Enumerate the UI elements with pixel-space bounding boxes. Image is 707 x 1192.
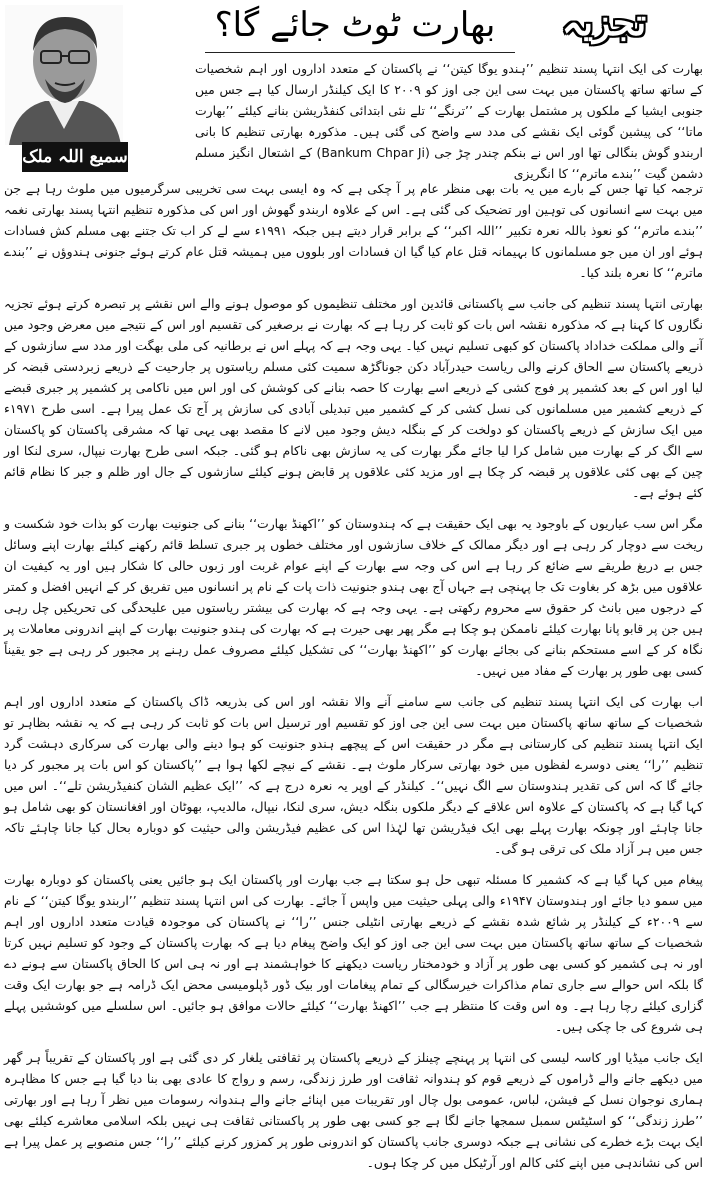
author-name-plate: سمیع اللہ ملک [22, 142, 128, 172]
paragraph-6: ایک جانب میڈیا اور کاسہ لیسی کی انتہا پر پہنچے چینلز کے ذریعے پاکستان پر ثقافتی یلغار کر دی گئی ہے اور پاکستان کے تقریباً ہر گھر میں دیکھے جانے والے ڈراموں کے ذریعے قوم کو ہندوانہ ثقافت اور طرز زندگی، رسم و رواج کا عادی بھی بنا دیا گیا ہے جس کا مظاہرہ ہماری نوجوان نسل کے فیشن، لباس، عمومی بول چال اور تقریبات میں اپنائے جانے والے ہندوانہ رسومات میں نظر آ رہا ہے اور بھارتی ’’طرز زندگی‘‘ کو اسٹیٹس سمبل سمجھا جانے لگا ہے جو کسی بھی طور پر پاکستانی ثقافت ہی نہیں بلکہ اسلامی معاشرے کیلئے بھی ایک بہت بڑے خطرے کی نشانی ہے جبکہ دوسری جانب پاکستان کو اندرونی طور پر کمزور کرنے کیلئے ’’را‘‘ جس منصوبے پر عمل پیرا ہے اس کی نشاندہی میں اپنے کئی کالم اور آرٹیکل میں کر چکا ہوں۔ [4, 1050, 703, 1170]
lede-paragraph: بھارت کی ایک انتہا پسند تنظیم ’’ہندو یوگا کیتن‘‘ نے پاکستان کے متعدد اداروں اور اہم شخصیات کے ساتھ ساتھ پاکستان میں بہت سی این جی اوز کو ۲۰۰۹ کا ایک کیلنڈر ارسال کیا ہے جس میں جنوبی ایشیا کے ملکوں پر مشتمل بھارت کے ’’ترنگے‘‘ تلے نئی ابتدائی کنفڈریشن بنانے کیلئے ’’بھارت ماتا‘‘ کی پیشین گوئی ایک نقشے کی مدد سے واضح کی گئی ہیں۔ مذکورہ بھارتی تنظیم کا بانی اربندو گوش بنگالی تھا اور اس نے بنکم چندر چڑ جی (Bankum Chpar Ji) کے اشتعال انگیز مسلم دشمن گیت ’’بندے ماترم‘‘ کا انگریزی [195, 61, 703, 181]
headline: بھارت ٹوٹ جائے گا؟ [214, 5, 496, 45]
section-brand: تجزیہ [561, 2, 647, 44]
article-header [0, 0, 707, 181]
headline-rule [205, 52, 515, 53]
paragraph-2: بھارتی انتہا پسند تنظیم کی جانب سے پاکستانی قائدین اور مختلف تنظیموں کو موصول ہونے والے اس نقشے پر تبصرہ کرتے ہوئے تجزیہ نگاروں کا کہنا ہے کہ مذکورہ نقشہ اس بات کو ثابت کر رہا ہے کہ بھارت نے برصغیر کی تقسیم اور اس کے نتیجے میں معرض وجود میں آنے والی مملکت خداداد پاکستان کو کبھی تسلیم نہیں کیا۔ یہی وجہ ہے کہ پہلے اس نے برطانیہ کی ملی بھگت اور مدد سے سازشوں کے ذریعے پاکستان سے الحاق کرنے والی ریاست حیدرآباد دکن جوناگڑھ سمیت کئی مسلم ریاستوں پر جارحیت کے ذریعے زبردستی قبضہ کر لیا اور اس کے بعد کشمیر پر فوج کشی کے ذریعے اسے بھارت کا حصہ بنانے کی کوشش کی اور اس میں ناکامی پر کشمیر پر جبری قبضے کے ذریعے کشمیر میں مسلمانوں کی نسل کشی کر کے کشمیر میں تبدیلی آبادی کی سازش پر آج تک عمل پیرا ہے۔ اسی طرح ۱۹۷۱ء میں ایک سازش کے ذریعے پاکستان کو دولخت کر کے بنگلہ دیش وجود میں لانے کا مقصد بھی یہی تھا کہ مشرقی پاکستان کو پاکستان سے الگ کر کے بھارت میں شامل کرا لیا جائے مگر بھارت کی یہ سازش بھی ناکام ہو گئی۔ جبکہ اسی طرح بھارت نیپال، سری لنکا اور چین کے بھی کئی علاقوں پر قبضہ کر چکا ہے اور مزید کئی علاقوں پر قابض ہونے کیلئے سازشوں کے جال اور ظلم و جبر کا نظام قائم کئے ہوئے ہے۔ [4, 296, 703, 500]
paragraph-3: مگر اس سب عیاریوں کے باوجود یہ بھی ایک حقیقت ہے کہ ہندوستان کو ’’اکھنڈ بھارت‘‘ بنانے کی جنونیت بھارت کو بذات خود شکست و ریخت سے دوچار کر رہی ہے اور دیگر ممالک کے خلاف سازشوں اور مختلف خطوں پر جبری تسلط قائم رکھنے کیلئے بھارت اپنے وسائل جس بے دریغ طریقے سے ضائع کر رہا ہے اس کی وجہ سے بھارت کے اپنے عوام غربت اور زبوں حالی کا شکار ہیں اور یہ کیفیت ان علاقوں میں بڑھ کر بغاوت تک جا پہنچی ہے جہاں آج بھی ہندو جنونیت ذات پات کے نام پر انسانوں میں تفریق کر کے انہیں افضل و کمتر کے درجوں میں بانٹ کر حقوق سے محروم رکھتی ہے۔ یہی وجہ ہے کہ بھارت کی بیشتر ریاستوں میں علیحدگی کی تحریکیں چل رہی ہیں جن پر قابو پانا بھارت کیلئے ناممکن ہو چکا ہے مگر پھر بھی حیرت ہے کہ بھارت کی ہندو جنونیت بھارت کے اپنے اندرونی معاملات پر نگاہ کر کے اسے مستحکم بنانے کی بجائے بھارت کو ’’اکھنڈ بھارت‘‘ کی تشکیل کیلئے مصروف عمل رہنے پر مجبور کر رہی ہے جو یقیناً کسی بھی طور پر بھارت کے مفاد میں نہیں۔ [4, 516, 703, 678]
lede-block [195, 58, 703, 184]
paragraph-5: پیغام میں کہا گیا ہے کہ کشمیر کا مسئلہ تبھی حل ہو سکتا ہے جب بھارت اور پاکستان ایک ہو جائیں یعنی پاکستان کو دوبارہ بھارت میں سمو دیا جائے اور ہندوستان ۱۹۴۷ء والی پہلی حیثیت میں واپس آ جائے۔ بھارت کی اس انتہا پسند تنظیم ’’اربندو یوگا کیتن‘‘ کے نام سے ۲۰۰۹ء کے کیلنڈر پر شائع شدہ نقشے کے ذریعے بھارتی انٹیلی جنس ’’را‘‘ نے پاکستان کی موجودہ قیادت متعدد اداروں اور اہم شخصیات کے ساتھ ساتھ پاکستان میں بہت سی این جی اوز کو ایک واضح پیغام دیا ہے کہ بھارت پاکستان کے وجود کو تسلیم نہیں کرتا اور نہ ہی کشمیر کو کسی بھی طور پر آزاد و خودمختار ریاست دیکھنے کا خواہشمند ہے اور نہ ہی اس کا الحاق پاکستان سے ہونے دے گا بلکہ اس حوالے سے جاری تمام مذاکرات خیرسگالی کے تمام پیغامات اور بیک ڈور ڈپلومیسی محض ایک ڈرامہ ہے جو بھارت ایک وقت گزاری کیلئے رچا رہا ہے۔ وہ اس وقت کا منتظر ہے جب ’’اکھنڈ بھارت‘‘ کیلئے حالات موافق ہو جائیں۔ اس سلسلے میں کوششیں پہلے ہی شروع کی جا چکی ہیں۔ [4, 872, 703, 1034]
author-portrait-image [5, 5, 123, 145]
author-photo [5, 5, 123, 145]
article-body [4, 178, 703, 1183]
paragraph-1: ترجمہ کیا تھا جس کے بارے میں یہ بات بھی منظر عام پر آ چکی ہے کہ وہ ایسی بہت سی تخریبی سرگرمیوں میں ملوث رہا ہے جن میں بہت سے انسانوں کی توہین اور تضحیک کی گئی ہے۔ اس کے علاوہ اربندو گھوش اور اس کی مذکورہ تنظیم انتہا پسند بھارتی نغمہ ’’بندے ماترم‘‘ کو نعوذ باللہ نعرہ تکبیر ’’اللہ اکبر‘‘ کے برابر قرار دیتے ہیں جبکہ ۱۹۹۱ء سے لے کر اب تک جتنے بھی مسلم کش فسادات ہوئے اور ان میں جو مسلمانوں کا بہیمانہ قتل عام کیا گیا ان فسادات اور بلووں میں ہمیشہ قتل عام کرتے ہوئے جنونی ہندوؤں نے ’’بندے ماترم‘‘ کا نعرہ بلند کیا۔ [4, 181, 703, 280]
paragraph-4: اب بھارت کی ایک انتہا پسند تنظیم کی جانب سے سامنے آنے والا نقشہ اور اس کی بذریعہ ڈاک پاکستان کے متعدد اداروں اور اہم شخصیات کے ساتھ ساتھ پاکستان میں بہت سی این جی اوز کو تقسیم اور ترسیل اس بات کو ثابت کر رہی ہے کہ یہ نقشہ بظاہر تو ایک انتہا پسند تنظیم کی کارستانی ہے مگر در حقیقت اس کے پیچھے ہندو جنونیت کو ہوا دینے والی بھارت کی سرکاری دہشت گرد تنظیم ’’را‘‘ یعنی دوسرے لفظوں میں خود بھارتی سرکار ملوث ہے۔ نقشے کے نیچے لکھا ہوا ہے ’’پاکستان کو اس بات پر مجبور کر دیا جائے گا کہ اس کی تقدیر ہندوستان سے الگ نہیں‘‘۔ کیلنڈر کے اوپر یہ نعرہ درج ہے کہ ’’ایک عظیم الشان کنفیڈریشن تلے‘‘۔ اس میں کہا گیا ہے کہ پاکستان کے علاوہ اس علاقے کے دیگر ملکوں بنگلہ دیش، سری لنکا، نیپال، مالدیپ، بھوٹان اور افغانستان کو بھی شامل ہو جانا چاہئے اور چونکہ بھارت پہلے بھی ایک فیڈریشن تھا لہٰذا اس کی عظیم فیڈریشن والی حیثیت کو دوبارہ بحال کیا جانا چاہئے تاکہ جس میں ہر آزاد ملک کی ترقی ہو گی۔ [4, 694, 703, 856]
